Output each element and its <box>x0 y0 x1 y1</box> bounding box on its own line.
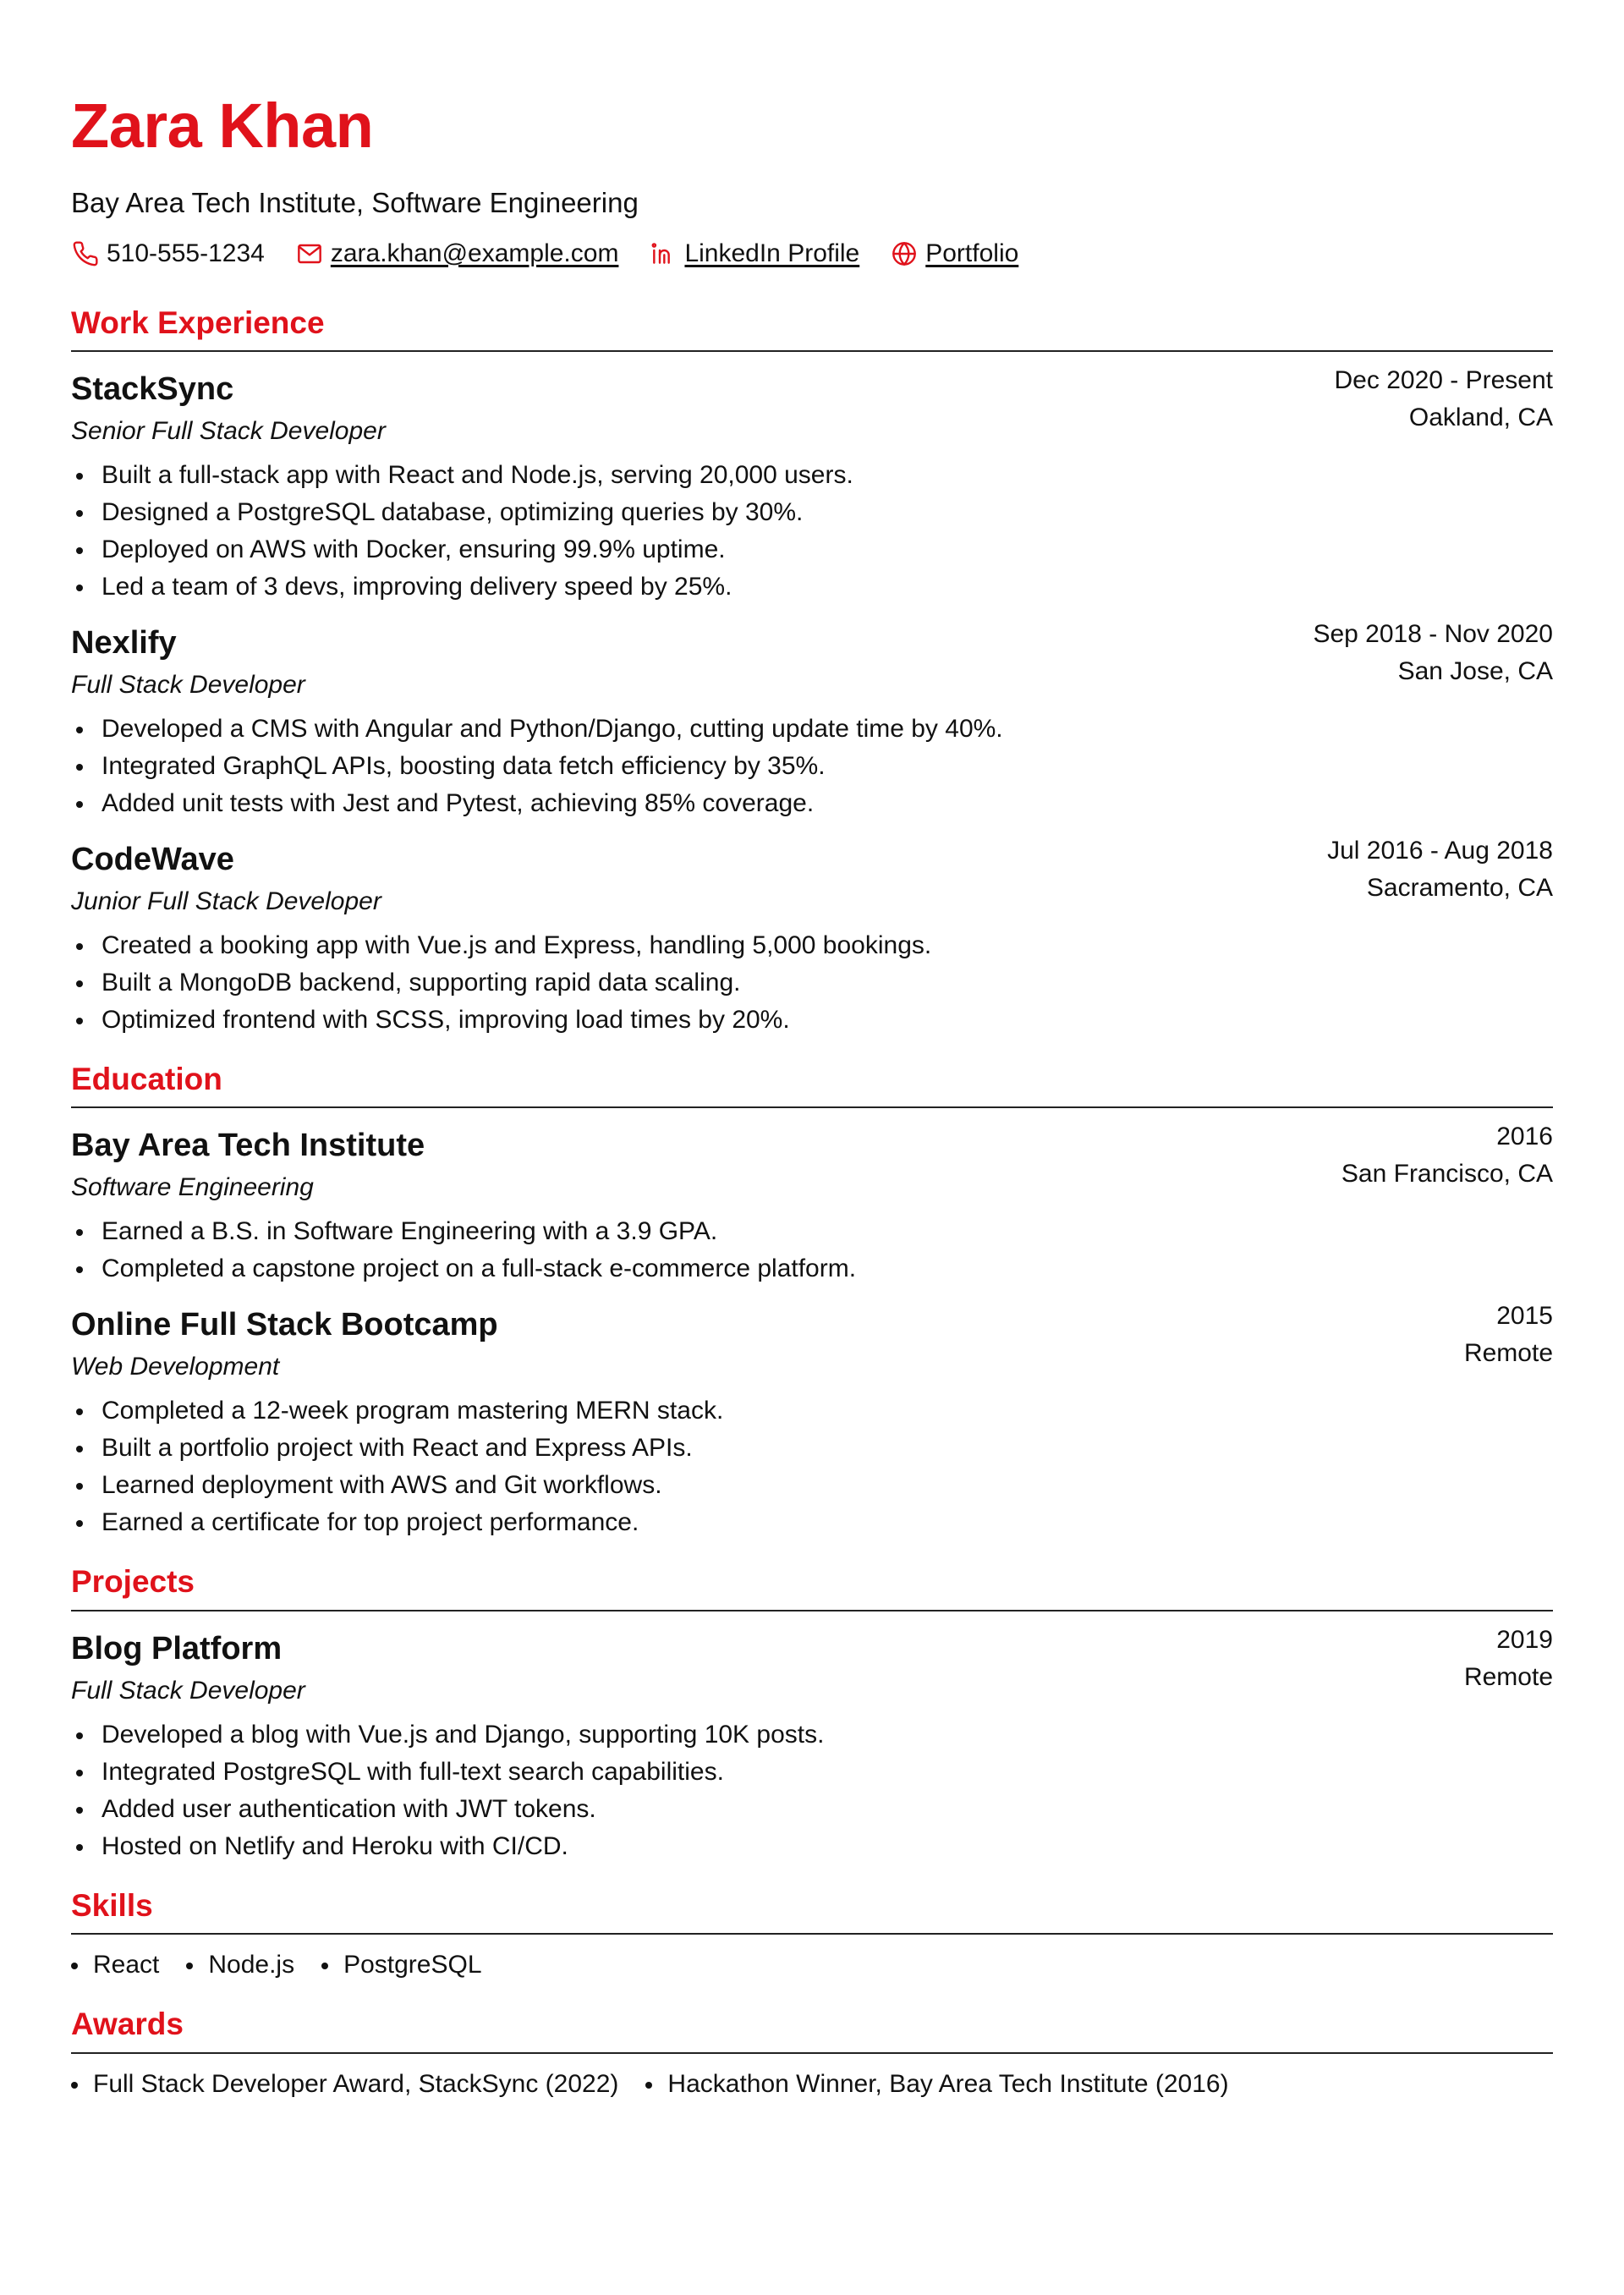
education-entry <box>71 1288 1553 1541</box>
list-item: Designed a PostgreSQL database, optimizing queries by 30%. <box>102 494 1553 531</box>
contact-linkedin[interactable] <box>649 239 859 269</box>
phone-icon <box>71 239 100 268</box>
project-role: Full Stack Developer <box>71 1676 305 1705</box>
entry-meta <box>1335 362 1553 436</box>
section-projects <box>71 1563 1553 1864</box>
company-name: StackSync <box>71 371 234 407</box>
work-entry <box>71 606 1553 822</box>
list-item: Integrated GraphQL APIs, boosting data fetch efficiency by 35%. <box>102 748 1553 785</box>
bullet-list <box>71 1716 1553 1865</box>
entry-dates: Jul 2016 - Aug 2018 <box>1327 836 1553 865</box>
skill-item: Node.js <box>186 1946 294 1984</box>
section-title-awards: Awards <box>71 2006 1553 2053</box>
list-item: Deployed on AWS with Docker, ensuring 99.9% uptime. <box>102 531 1553 568</box>
contact-bar <box>71 239 1553 269</box>
section-title-work: Work Experience <box>71 305 1553 352</box>
list-item: Created a booking app with Vue.js and Express, handling 5,000 bookings. <box>102 927 1553 964</box>
list-item: Led a team of 3 devs, improving delivery speed by 25%. <box>102 568 1553 606</box>
section-title-education: Education <box>71 1061 1553 1108</box>
section-awards <box>71 2006 1553 2102</box>
list-item: Learned deployment with AWS and Git workflows. <box>102 1467 1553 1504</box>
linkedin-link[interactable]: LinkedIn Profile <box>684 239 860 267</box>
entry-meta <box>1464 1622 1553 1696</box>
school-name: Bay Area Tech Institute <box>71 1128 425 1164</box>
awards-list <box>71 2066 1553 2103</box>
bullet-list <box>71 1213 1553 1288</box>
list-item: Earned a certificate for top project performance. <box>102 1504 1553 1541</box>
bullet-list <box>71 711 1553 822</box>
entry-location: Remote <box>1463 1339 1553 1368</box>
entry-year: 2016 <box>1496 1123 1553 1151</box>
award-item: Hackathon Winner, Bay Area Tech Institute (2016) <box>645 2066 1228 2103</box>
job-role: Full Stack Developer <box>71 670 305 699</box>
entry-location: Sacramento, CA <box>1366 873 1553 902</box>
entry-location: San Jose, CA <box>1397 656 1553 685</box>
list-item: Integrated PostgreSQL with full-text search capabilities. <box>102 1754 1553 1791</box>
list-item: Developed a blog with Vue.js and Django, supporting 10K posts. <box>102 1716 1553 1754</box>
globe-icon <box>890 239 919 268</box>
award-item: Full Stack Developer Award, StackSync (2022) <box>71 2066 618 2103</box>
bullet-list <box>71 457 1553 606</box>
entry-meta <box>1341 1118 1553 1193</box>
contact-phone <box>71 239 265 269</box>
section-title-skills: Skills <box>71 1887 1553 1935</box>
entry-year: 2015 <box>1496 1302 1553 1331</box>
entry-meta <box>1464 1298 1553 1372</box>
skills-list <box>71 1946 1553 1984</box>
section-title-projects: Projects <box>71 1563 1553 1611</box>
bullet-list <box>71 1392 1553 1541</box>
list-item: Optimized frontend with SCSS, improving load times by 20%. <box>102 1002 1553 1039</box>
skill-item: React <box>71 1946 159 1984</box>
section-skills <box>71 1887 1553 1984</box>
entry-meta <box>1313 616 1553 690</box>
portfolio-link[interactable]: Portfolio <box>925 239 1019 267</box>
job-role: Junior Full Stack Developer <box>71 887 381 915</box>
phone-number: 510-555-1234 <box>107 239 265 267</box>
education-entry <box>71 1108 1553 1288</box>
entry-dates: Sep 2018 - Nov 2020 <box>1313 619 1553 648</box>
list-item: Hosted on Netlify and Heroku with CI/CD. <box>102 1828 1553 1865</box>
entry-year: 2019 <box>1496 1625 1553 1654</box>
section-work <box>71 305 1553 1039</box>
project-name: Blog Platform <box>71 1630 283 1666</box>
entry-dates: Dec 2020 - Present <box>1334 365 1553 394</box>
school-name: Online Full Stack Bootcamp <box>71 1307 498 1343</box>
company-name: CodeWave <box>71 841 234 877</box>
list-item: Built a MongoDB backend, supporting rapid data scaling. <box>102 964 1553 1002</box>
skill-item: PostgreSQL <box>321 1946 481 1984</box>
company-name: Nexlify <box>71 624 177 661</box>
work-entry <box>71 822 1553 1039</box>
mail-icon <box>295 239 324 268</box>
bullet-list <box>71 927 1553 1039</box>
list-item: Completed a 12-week program mastering MERN stack. <box>102 1392 1553 1430</box>
entry-location: San Francisco, CA <box>1341 1160 1553 1189</box>
project-entry <box>71 1611 1553 1865</box>
candidate-name: Zara Khan <box>71 91 374 161</box>
list-item: Earned a B.S. in Software Engineering with a 3.9 GPA. <box>102 1213 1553 1250</box>
field-of-study: Software Engineering <box>71 1173 314 1202</box>
job-role: Senior Full Stack Developer <box>71 416 386 445</box>
field-of-study: Web Development <box>71 1353 280 1381</box>
linkedin-icon <box>649 239 678 268</box>
list-item: Developed a CMS with Angular and Python/Django, cutting update time by 40%. <box>102 711 1553 748</box>
list-item: Built a full-stack app with React and Node.js, serving 20,000 users. <box>102 457 1553 494</box>
list-item: Built a portfolio project with React and Express APIs. <box>102 1430 1553 1467</box>
contact-portfolio[interactable] <box>890 239 1018 269</box>
list-item: Added user authentication with JWT tokens. <box>102 1791 1553 1828</box>
section-education <box>71 1061 1553 1541</box>
email-link[interactable]: zara.khan@example.com <box>330 239 619 267</box>
contact-email[interactable] <box>295 239 619 269</box>
list-item: Completed a capstone project on a full-stack e-commerce platform. <box>102 1250 1553 1288</box>
entry-meta <box>1327 832 1553 907</box>
work-entry <box>71 352 1553 606</box>
entry-location: Remote <box>1463 1662 1553 1691</box>
entry-location: Oakland, CA <box>1408 403 1553 431</box>
candidate-subtitle: Bay Area Tech Institute, Software Engineering <box>71 187 639 218</box>
list-item: Added unit tests with Jest and Pytest, achieving 85% coverage. <box>102 785 1553 822</box>
